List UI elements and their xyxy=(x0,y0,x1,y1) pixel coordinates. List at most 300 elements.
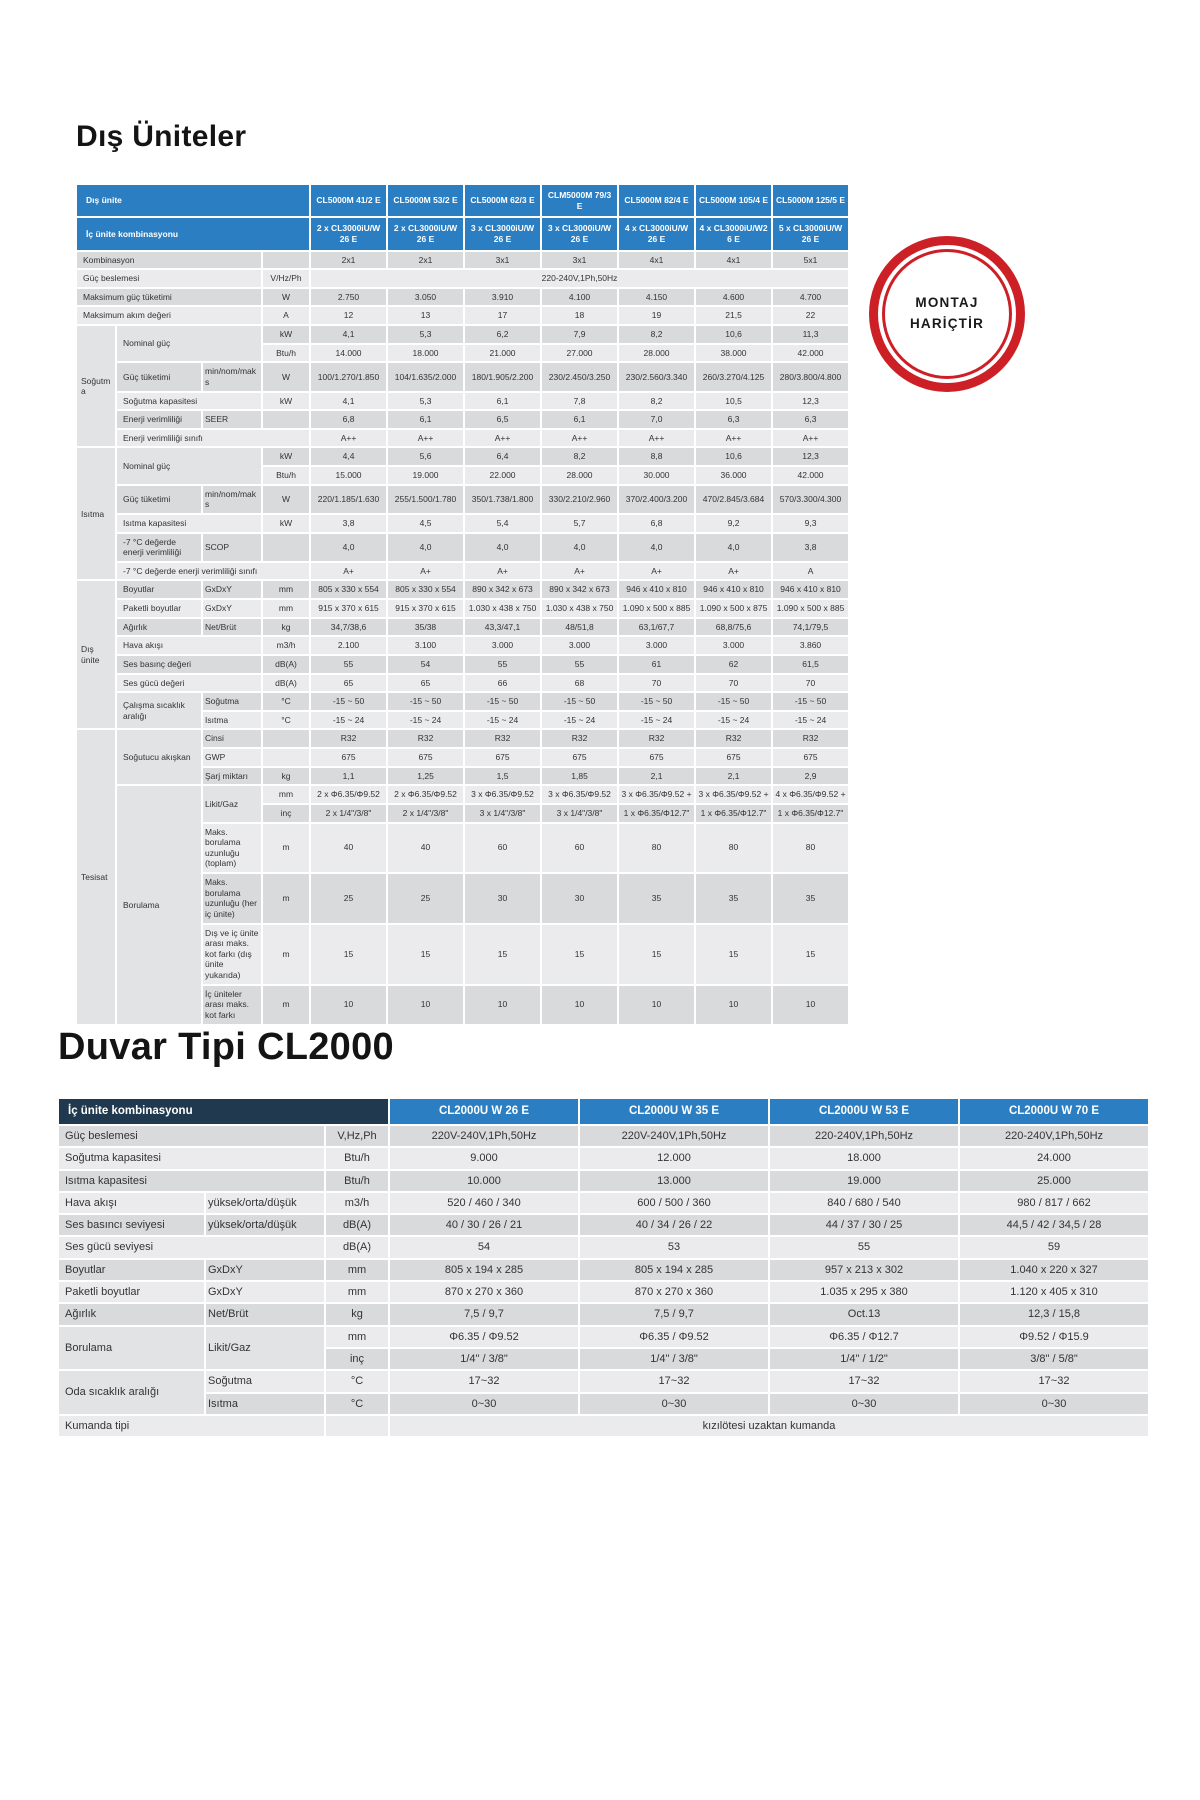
value-cell: 3.000 xyxy=(542,637,617,654)
value-cell: 10,6 xyxy=(696,448,771,465)
column-header-cell: 3 x CL3000iU/W 26 E xyxy=(465,218,540,249)
unit-cell: dB(A) xyxy=(263,675,309,692)
value-cell: 1,1 xyxy=(311,768,386,785)
table-row xyxy=(77,563,848,580)
value-cell: 34,7/38,6 xyxy=(311,619,386,636)
value-cell: 1.030 x 438 x 750 xyxy=(465,600,540,617)
page-title-wall-type: Duvar Tipi CL2000 xyxy=(58,1026,394,1068)
row-sublabel: SEER xyxy=(203,411,261,428)
value-cell: 17~32 xyxy=(390,1371,578,1391)
row-label: Ses basınç değeri xyxy=(117,656,261,673)
value-cell: 3 x Φ6.35/Φ9.52 + xyxy=(619,786,694,803)
value-cell: 946 x 410 x 810 xyxy=(696,581,771,598)
value-cell: 3/8" / 5/8" xyxy=(960,1349,1148,1369)
table-corner-header: İç ünite kombinasyonu xyxy=(59,1099,388,1124)
column-header-cell: CL5000M 125/5 E xyxy=(773,185,848,216)
value-cell: 1.120 x 405 x 310 xyxy=(960,1282,1148,1302)
value-cell: 6,1 xyxy=(542,411,617,428)
row-label: Güç beslemesi xyxy=(77,270,261,287)
value-cell: 3.910 xyxy=(465,289,540,306)
table-row xyxy=(59,1237,1148,1257)
row-sublabel: Isıtma xyxy=(203,712,261,729)
unit-cell: m xyxy=(263,925,309,984)
row-label: Güç tüketimi xyxy=(117,363,201,390)
value-cell: 21,5 xyxy=(696,307,771,324)
column-header-cell: 5 x CL3000iU/W 26 E xyxy=(773,218,848,249)
table-row xyxy=(77,656,848,673)
table-row xyxy=(77,515,848,532)
value-cell: 2,9 xyxy=(773,768,848,785)
value-cell: 63,1/67,7 xyxy=(619,619,694,636)
value-cell: 10 xyxy=(542,986,617,1024)
value-cell: 61 xyxy=(619,656,694,673)
table-row xyxy=(59,1416,1148,1436)
value-cell: 2x1 xyxy=(388,252,463,269)
value-cell: A+ xyxy=(696,563,771,580)
unit-cell xyxy=(263,730,309,747)
value-cell: 19.000 xyxy=(388,467,463,484)
value-cell: -15 ~ 24 xyxy=(311,712,386,729)
value-cell: Oct.13 xyxy=(770,1304,958,1324)
value-cell: 4 x Φ6.35/Φ9.52 + xyxy=(773,786,848,803)
value-cell: 27.000 xyxy=(542,345,617,362)
value-cell: 675 xyxy=(542,749,617,766)
value-cell: A xyxy=(773,563,848,580)
unit-cell: W xyxy=(263,363,309,390)
value-cell: 80 xyxy=(773,824,848,873)
value-cell: 28.000 xyxy=(542,467,617,484)
table-row xyxy=(77,486,848,513)
value-cell: 66 xyxy=(465,675,540,692)
value-cell: 18.000 xyxy=(770,1148,958,1168)
table-row xyxy=(59,1394,1148,1414)
value-cell: 10,6 xyxy=(696,326,771,343)
unit-cell: Btu/h xyxy=(326,1171,388,1191)
value-cell: 65 xyxy=(311,675,386,692)
value-cell: 180/1.905/2.200 xyxy=(465,363,540,390)
unit-cell xyxy=(263,534,309,561)
value-cell: 330/2.210/2.960 xyxy=(542,486,617,513)
table-corner-header: Dış ünite xyxy=(77,185,309,216)
row-sublabel: min/nom/maks xyxy=(203,486,261,513)
value-cell: 3x1 xyxy=(465,252,540,269)
row-label: Soğutma kapasitesi xyxy=(59,1148,324,1168)
unit-cell: inç xyxy=(326,1349,388,1369)
row-group-label: Soğutma xyxy=(77,326,115,446)
value-cell: 3 x 1/4"/3/8" xyxy=(542,805,617,822)
table-row xyxy=(77,448,848,465)
value-cell: 18 xyxy=(542,307,617,324)
value-cell: 2,1 xyxy=(696,768,771,785)
value-cell: 890 x 342 x 673 xyxy=(542,581,617,598)
value-cell: 38.000 xyxy=(696,345,771,362)
stamp-line-2: HARİÇTİR xyxy=(909,316,985,331)
unit-cell: kg xyxy=(263,768,309,785)
value-cell: 11,3 xyxy=(773,326,848,343)
value-cell: 100/1.270/1.850 xyxy=(311,363,386,390)
value-cell: 3.860 xyxy=(773,637,848,654)
table-row xyxy=(77,363,848,390)
value-cell: 4,1 xyxy=(311,326,386,343)
value-cell: 48/51,8 xyxy=(542,619,617,636)
unit-cell: dB(A) xyxy=(263,656,309,673)
value-cell: 957 x 213 x 302 xyxy=(770,1260,958,1280)
table-row xyxy=(77,693,848,710)
unit-cell: Btu/h xyxy=(263,345,309,362)
value-cell: 6,1 xyxy=(388,411,463,428)
value-cell: 946 x 410 x 810 xyxy=(619,581,694,598)
row-label: -7 °C değerde enerji verimliliği xyxy=(117,534,201,561)
value-cell: 1.090 x 500 x 885 xyxy=(773,600,848,617)
unit-cell: V,Hz,Ph xyxy=(326,1126,388,1146)
value-cell: A+ xyxy=(542,563,617,580)
value-cell: 4,0 xyxy=(619,534,694,561)
row-sublabel: Dış ve iç ünite arası maks. kot farkı (dış ünite yukarıda) xyxy=(203,925,261,984)
value-cell: 1/4" / 3/8" xyxy=(580,1349,768,1369)
table-row xyxy=(77,430,848,447)
value-cell: 60 xyxy=(465,824,540,873)
value-cell: 35 xyxy=(773,874,848,923)
table-row xyxy=(59,1126,1148,1146)
value-cell: 9,2 xyxy=(696,515,771,532)
value-cell: A++ xyxy=(465,430,540,447)
row-label: Enerji verimliliği sınıfı xyxy=(117,430,309,447)
row-label: Maksimum akım değeri xyxy=(77,307,261,324)
value-cell: -15 ~ 24 xyxy=(773,712,848,729)
value-cell: 35 xyxy=(696,874,771,923)
value-cell: 805 x 194 x 285 xyxy=(390,1260,578,1280)
row-label: Ses gücü değeri xyxy=(117,675,261,692)
row-label: Hava akışı xyxy=(59,1193,204,1213)
value-cell: A++ xyxy=(542,430,617,447)
value-cell: -15 ~ 50 xyxy=(773,693,848,710)
value-cell: 80 xyxy=(696,824,771,873)
value-cell: 15 xyxy=(542,925,617,984)
value-cell: R32 xyxy=(311,730,386,747)
column-header-cell: CL5000M 105/4 E xyxy=(696,185,771,216)
row-sublabel: Maks. borulama uzunluğu (toplam) xyxy=(203,824,261,873)
value-cell: 946 x 410 x 810 xyxy=(773,581,848,598)
value-cell: 55 xyxy=(542,656,617,673)
unit-cell: °C xyxy=(326,1394,388,1414)
value-cell: 40 / 34 / 26 / 22 xyxy=(580,1215,768,1235)
table-row xyxy=(59,1171,1148,1191)
row-sublabel: GxDxY xyxy=(203,581,261,598)
value-cell: 59 xyxy=(960,1237,1148,1257)
column-header-cell: CL2000U W 53 E xyxy=(770,1099,958,1124)
outdoor-units-spec-table xyxy=(75,183,850,1026)
table-row xyxy=(77,637,848,654)
unit-cell: mm xyxy=(263,786,309,803)
value-cell: 6,3 xyxy=(773,411,848,428)
row-label: Nominal güç xyxy=(117,448,261,483)
row-sublabel: Cinsi xyxy=(203,730,261,747)
row-sublabel: Net/Brüt xyxy=(203,619,261,636)
value-cell: -15 ~ 24 xyxy=(696,712,771,729)
value-cell: -15 ~ 24 xyxy=(465,712,540,729)
row-group-label: Isıtma xyxy=(77,448,115,579)
value-cell: 6,3 xyxy=(696,411,771,428)
value-cell: -15 ~ 50 xyxy=(542,693,617,710)
table-row xyxy=(77,252,848,269)
row-sublabel: min/nom/maks xyxy=(203,363,261,390)
stamp-text xyxy=(910,293,984,335)
value-cell: 10.000 xyxy=(390,1171,578,1191)
value-cell: 220V-240V,1Ph,50Hz xyxy=(580,1126,768,1146)
row-label: Paketli boyutlar xyxy=(59,1282,204,1302)
value-cell: 220/1.185/1.630 xyxy=(311,486,386,513)
row-label: Soğutucu akışkan xyxy=(117,730,201,784)
value-cell: A+ xyxy=(311,563,386,580)
value-cell: 3 x 1/4"/3/8" xyxy=(465,805,540,822)
table-row xyxy=(77,730,848,747)
page-title-outdoor-units: Dış Üniteler xyxy=(76,120,247,153)
value-cell: 7,0 xyxy=(619,411,694,428)
column-header-cell: 4 x CL3000iU/W 26 E xyxy=(619,218,694,249)
table-row xyxy=(77,289,848,306)
value-cell: 520 / 460 / 340 xyxy=(390,1193,578,1213)
row-sublabel: Isıtma xyxy=(206,1394,324,1414)
value-cell: 15 xyxy=(388,925,463,984)
value-cell: 1 x Φ6.35/Φ12.7" xyxy=(619,805,694,822)
value-cell: 19.000 xyxy=(770,1171,958,1191)
table-row xyxy=(59,1148,1148,1168)
value-cell: 1 x Φ6.35/Φ12.7" xyxy=(773,805,848,822)
row-sublabel: yüksek/orta/düşük xyxy=(206,1193,324,1213)
column-header-cell: CL2000U W 35 E xyxy=(580,1099,768,1124)
table-row xyxy=(77,534,848,561)
row-label: Isıtma kapasitesi xyxy=(59,1171,324,1191)
value-cell: 4.150 xyxy=(619,289,694,306)
value-cell: 12 xyxy=(311,307,386,324)
value-cell: 230/2.560/3.340 xyxy=(619,363,694,390)
unit-cell xyxy=(263,411,309,428)
value-cell: 805 x 194 x 285 xyxy=(580,1260,768,1280)
table-row xyxy=(77,185,848,216)
value-cell: 3,8 xyxy=(311,515,386,532)
column-header-cell: 3 x CL3000iU/W 26 E xyxy=(542,218,617,249)
row-group-label: Dış ünite xyxy=(77,581,115,728)
value-cell: 8,2 xyxy=(619,326,694,343)
value-cell: A++ xyxy=(388,430,463,447)
value-cell: 2.750 xyxy=(311,289,386,306)
value-cell: 890 x 342 x 673 xyxy=(465,581,540,598)
value-cell: A++ xyxy=(311,430,386,447)
table-row xyxy=(59,1371,1148,1391)
value-cell: 1.090 x 500 x 875 xyxy=(696,600,771,617)
value-cell: 12.000 xyxy=(580,1148,768,1168)
unit-cell: °C xyxy=(263,712,309,729)
value-cell: 675 xyxy=(465,749,540,766)
row-sublabel: GxDxY xyxy=(203,600,261,617)
value-cell: Φ6.35 / Φ9.52 xyxy=(580,1327,768,1347)
unit-cell: V/Hz/Ph xyxy=(263,270,309,287)
value-cell: 28.000 xyxy=(619,345,694,362)
row-sublabel: Maks. borulama uzunluğu (her iç ünite) xyxy=(203,874,261,923)
value-cell: 1.090 x 500 x 885 xyxy=(619,600,694,617)
row-sublabel: Soğutma xyxy=(203,693,261,710)
value-cell: 19 xyxy=(619,307,694,324)
table-row xyxy=(59,1327,1148,1347)
value-cell: 25.000 xyxy=(960,1171,1148,1191)
value-cell: 220-240V,1Ph,50Hz xyxy=(960,1126,1148,1146)
value-cell: 30 xyxy=(542,874,617,923)
value-cell: Φ6.35 / Φ9.52 xyxy=(390,1327,578,1347)
value-cell: 220-240V,1Ph,50Hz xyxy=(311,270,848,287)
row-sublabel: Net/Brüt xyxy=(206,1304,324,1324)
value-cell: A+ xyxy=(465,563,540,580)
value-cell: 3.000 xyxy=(696,637,771,654)
value-cell: 1,5 xyxy=(465,768,540,785)
row-label: Boyutlar xyxy=(59,1260,204,1280)
value-cell: 1/4" / 1/2" xyxy=(770,1349,958,1369)
value-cell: 1.030 x 438 x 750 xyxy=(542,600,617,617)
value-cell: 1.040 x 220 x 327 xyxy=(960,1260,1148,1280)
row-label: Güç beslemesi xyxy=(59,1126,324,1146)
value-cell: 7,8 xyxy=(542,393,617,410)
montaj-haric-stamp xyxy=(869,236,1025,392)
row-label: Çalışma sıcaklık aralığı xyxy=(117,693,201,728)
column-header-cell: CL2000U W 70 E xyxy=(960,1099,1148,1124)
value-cell: -15 ~ 50 xyxy=(388,693,463,710)
stamp-inner-ring xyxy=(882,249,1012,379)
value-cell: 54 xyxy=(388,656,463,673)
value-cell: 9.000 xyxy=(390,1148,578,1168)
row-sublabel: Şarj miktarı xyxy=(203,768,261,785)
column-header-cell: CLM5000M 79/3 E xyxy=(542,185,617,216)
value-cell: 570/3.300/4.300 xyxy=(773,486,848,513)
table-row xyxy=(59,1282,1148,1302)
value-cell: 43,3/47,1 xyxy=(465,619,540,636)
value-cell: 7,5 / 9,7 xyxy=(390,1304,578,1324)
value-cell: 40 xyxy=(388,824,463,873)
value-cell: A+ xyxy=(388,563,463,580)
value-cell: 68,8/75,6 xyxy=(696,619,771,636)
value-cell: 5,4 xyxy=(465,515,540,532)
column-header-cell: CL5000M 53/2 E xyxy=(388,185,463,216)
value-cell: 14.000 xyxy=(311,345,386,362)
value-cell: -15 ~ 24 xyxy=(619,712,694,729)
table-row xyxy=(77,307,848,324)
unit-cell: mm xyxy=(263,581,309,598)
unit-cell: dB(A) xyxy=(326,1237,388,1257)
row-group-label: Tesisat xyxy=(77,730,115,1023)
value-cell: R32 xyxy=(619,730,694,747)
value-cell: 10,5 xyxy=(696,393,771,410)
row-label: Hava akışı xyxy=(117,637,261,654)
value-cell: 0~30 xyxy=(960,1394,1148,1414)
unit-cell: m3/h xyxy=(326,1193,388,1213)
value-cell: 6,1 xyxy=(465,393,540,410)
row-sublabel: yüksek/orta/düşük xyxy=(206,1215,324,1235)
value-cell: 4x1 xyxy=(696,252,771,269)
value-cell: 3 x Φ6.35/Φ9.52 + xyxy=(696,786,771,803)
unit-cell: kg xyxy=(263,619,309,636)
value-cell: 4,0 xyxy=(465,534,540,561)
value-cell: 7,5 / 9,7 xyxy=(580,1304,768,1324)
value-cell: 980 / 817 / 662 xyxy=(960,1193,1148,1213)
table-row xyxy=(59,1193,1148,1213)
value-cell: 55 xyxy=(770,1237,958,1257)
unit-cell xyxy=(263,749,309,766)
value-cell: 65 xyxy=(388,675,463,692)
value-cell: 17~32 xyxy=(580,1371,768,1391)
value-cell: -15 ~ 24 xyxy=(388,712,463,729)
value-cell: 870 x 270 x 360 xyxy=(580,1282,768,1302)
value-cell: 260/3.270/4.125 xyxy=(696,363,771,390)
value-cell: 17~32 xyxy=(770,1371,958,1391)
table-row xyxy=(77,270,848,287)
unit-cell: kW xyxy=(263,393,309,410)
value-cell: 7,9 xyxy=(542,326,617,343)
row-label: Isıtma kapasitesi xyxy=(117,515,261,532)
value-cell: 6,2 xyxy=(465,326,540,343)
value-cell: 40 xyxy=(311,824,386,873)
value-cell: 15.000 xyxy=(311,467,386,484)
value-cell: 21.000 xyxy=(465,345,540,362)
value-cell: 5,3 xyxy=(388,393,463,410)
value-cell: 3 x Φ6.35/Φ9.52 xyxy=(465,786,540,803)
value-cell: 6,5 xyxy=(465,411,540,428)
value-cell: 4.100 xyxy=(542,289,617,306)
value-cell: A++ xyxy=(696,430,771,447)
row-label: Oda sıcaklık aralığı xyxy=(59,1371,204,1414)
row-label: Ağırlık xyxy=(59,1304,204,1324)
value-cell: A+ xyxy=(619,563,694,580)
unit-cell xyxy=(263,252,309,269)
value-cell: 280/3.800/4.800 xyxy=(773,363,848,390)
value-cell: 2 x Φ6.35/Φ9.52 xyxy=(388,786,463,803)
value-cell: R32 xyxy=(388,730,463,747)
value-cell: 68 xyxy=(542,675,617,692)
unit-cell: inç xyxy=(263,805,309,822)
value-cell: 13.000 xyxy=(580,1171,768,1191)
row-sublabel: Likit/Gaz xyxy=(203,786,261,821)
value-cell: 675 xyxy=(696,749,771,766)
value-cell: 3 x Φ6.35/Φ9.52 xyxy=(542,786,617,803)
row-label: Nominal güç xyxy=(117,326,261,361)
column-header-cell: CL5000M 41/2 E xyxy=(311,185,386,216)
value-cell: 25 xyxy=(388,874,463,923)
value-cell: 24.000 xyxy=(960,1148,1148,1168)
value-cell: 220V-240V,1Ph,50Hz xyxy=(390,1126,578,1146)
value-cell: 17 xyxy=(465,307,540,324)
value-cell: 15 xyxy=(311,925,386,984)
value-cell: -15 ~ 50 xyxy=(619,693,694,710)
value-cell: 13 xyxy=(388,307,463,324)
value-cell: 70 xyxy=(773,675,848,692)
row-label: Ses basıncı seviyesi xyxy=(59,1215,204,1235)
value-cell: 18.000 xyxy=(388,345,463,362)
row-label: Soğutma kapasitesi xyxy=(117,393,261,410)
value-cell: 12,3 xyxy=(773,393,848,410)
value-cell: R32 xyxy=(542,730,617,747)
value-cell: R32 xyxy=(773,730,848,747)
value-cell: 55 xyxy=(311,656,386,673)
value-cell: 3.000 xyxy=(465,637,540,654)
column-header-cell: 2 x CL3000iU/W 26 E xyxy=(388,218,463,249)
value-cell: 3.100 xyxy=(388,637,463,654)
value-cell: 30 xyxy=(465,874,540,923)
value-cell: 675 xyxy=(388,749,463,766)
row-label: Boyutlar xyxy=(117,581,201,598)
value-cell: 42.000 xyxy=(773,467,848,484)
value-cell: 80 xyxy=(619,824,694,873)
value-cell: 70 xyxy=(696,675,771,692)
value-cell: Φ9.52 / Φ15.9 xyxy=(960,1327,1148,1347)
value-cell: 6,4 xyxy=(465,448,540,465)
value-cell: -15 ~ 24 xyxy=(542,712,617,729)
